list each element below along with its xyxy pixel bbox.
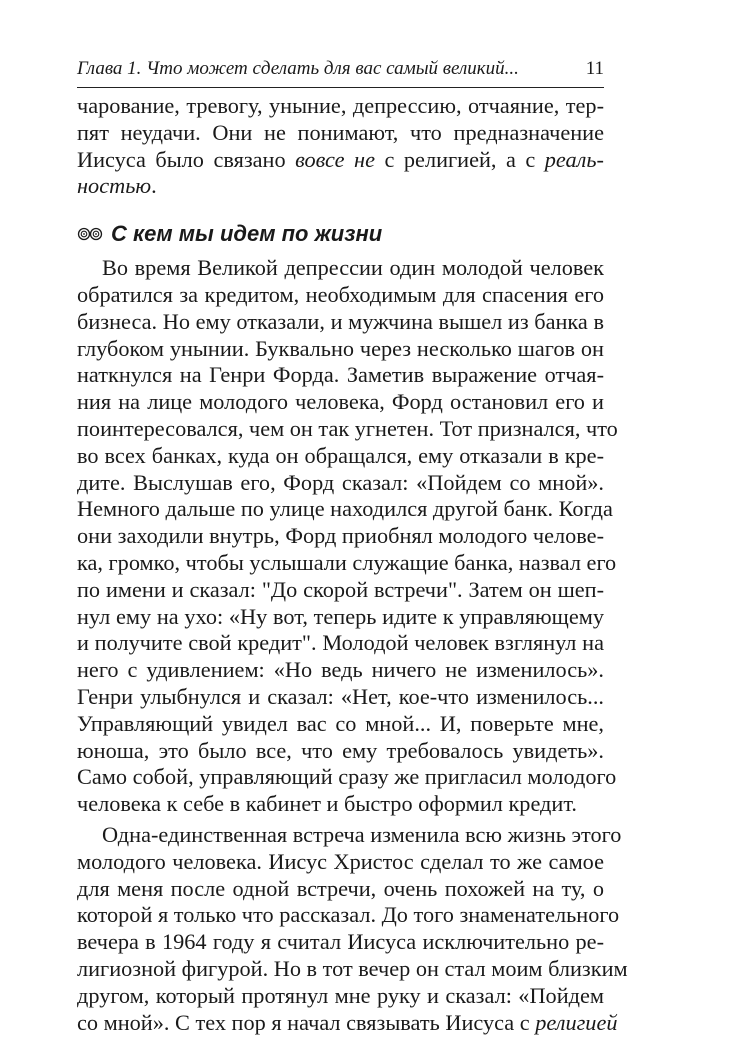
text-line — [77, 849, 604, 876]
text-segment: лигиозной фигурой. Но в тот вечер он стал моим близким — [77, 955, 628, 981]
double-spiral-ornament-icon — [77, 227, 103, 241]
text-line: дите. Выслушав его, Форд сказал: «Пойдем со мной». — [77, 469, 604, 495]
text-segment: . — [151, 173, 157, 199]
text-line: нул ему на ухо: «Ну вот, теперь идите к управляющему — [77, 603, 604, 629]
text-segment: Иисуса было связано — [77, 146, 296, 172]
text-line: поинтересовался, чем он так угнетен. Тот признался, что — [77, 415, 618, 441]
paragraph-ford-story — [77, 255, 618, 818]
text-segment: со мной». С тех пор я начал связывать Иисуса с — [77, 1009, 536, 1035]
text-segment: чарование, тревогу, уныние, депрессию, отчаяние, тер- — [77, 93, 604, 118]
text-line: они заходили внутрь, Форд приобнял молодого челове- — [77, 523, 604, 549]
text-line — [77, 902, 620, 929]
text-line: по имени и сказал: "До скорой встречи". Затем он шеп- — [77, 576, 604, 602]
text-segment: с религией, а с — [375, 146, 545, 172]
text-line — [77, 1009, 618, 1037]
emphasis-text: вовсе не — [295, 146, 375, 172]
text-line: Само собой, управляющий сразу же пригласил молодого — [77, 764, 617, 790]
text-line: и получите свой кредит". Молодой человек взглянул на — [77, 630, 604, 656]
text-line — [77, 173, 604, 200]
text-line — [77, 147, 604, 174]
section-heading-text: С кем мы идем по жизни — [111, 220, 383, 246]
text-line: ка, громко, чтобы услышали служащие банка, назвал его — [77, 549, 617, 575]
header-rule — [77, 87, 604, 88]
text-line — [77, 876, 604, 903]
text-line — [77, 929, 604, 956]
text-line: бизнеса. Но ему отказали, и мужчина вышел из банка в — [77, 308, 604, 334]
text-segment: для меня после одной встречи, очень похожей на ту, о — [77, 875, 604, 901]
emphasis-text: религией — [535, 1009, 618, 1035]
text-line: Генри улыбнулся и сказал: «Нет, кое-что изменилось... — [77, 683, 604, 709]
text-line: юноша, это было все, что ему требовалось увидеть». — [77, 737, 604, 763]
page-body — [77, 93, 628, 1040]
text-line: ния на лице молодого человека, Форд остановил его и — [77, 389, 604, 415]
text-line — [77, 120, 604, 147]
chapter-title: Глава 1. Что может сделать для вас самый великий... — [77, 58, 519, 79]
text-line: Во время Великой депрессии один молодой человек — [102, 255, 604, 281]
text-line — [77, 821, 622, 849]
emphasis-text: реаль- — [544, 146, 604, 172]
text-segment: молодого человека. Иисус Христос сделал то же самое — [77, 848, 604, 874]
emphasis-text: ностью — [77, 173, 152, 199]
paragraph-continuation — [77, 93, 604, 200]
text-segment: другом, который протянул мне руку и сказал: «Пойдем — [77, 982, 604, 1008]
text-line: Немного дальше по улице находился другой банк. Когда — [77, 496, 613, 522]
page-number: 11 — [585, 58, 604, 79]
running-head — [77, 58, 604, 80]
text-line: человека к себе в кабинет и быстро оформил кредит. — [77, 791, 577, 817]
text-segment: которой я только что рассказал. До того знаменательного — [77, 902, 620, 928]
text-line: него с удивлением: «Но ведь ничего не изменилось». — [77, 657, 604, 683]
text-line: наткнулся на Генри Форда. Заметив выражение отчая- — [77, 362, 604, 388]
text-segment: Одна-единственная встреча изменила всю жизнь этого — [102, 821, 622, 847]
text-line: Управляющий увидел вас со мной... И, поверьте мне, — [77, 710, 604, 736]
text-line: глубоком унынии. Буквально через несколько шагов он — [77, 335, 604, 361]
text-line — [77, 955, 628, 983]
section-heading — [77, 217, 604, 251]
text-line — [77, 983, 604, 1010]
text-line: во всех банках, куда он обращался, ему отказали в кре- — [77, 442, 604, 468]
text-segment: пят неудачи. Они не понимают, что предназначение — [77, 119, 604, 145]
paragraph-jesus-meeting — [77, 821, 628, 1036]
text-line — [77, 93, 604, 120]
text-line: обратился за кредитом, необходимым для спасения его — [77, 281, 604, 307]
text-segment: вечера в 1964 году я считал Иисуса исключительно ре- — [77, 929, 604, 955]
